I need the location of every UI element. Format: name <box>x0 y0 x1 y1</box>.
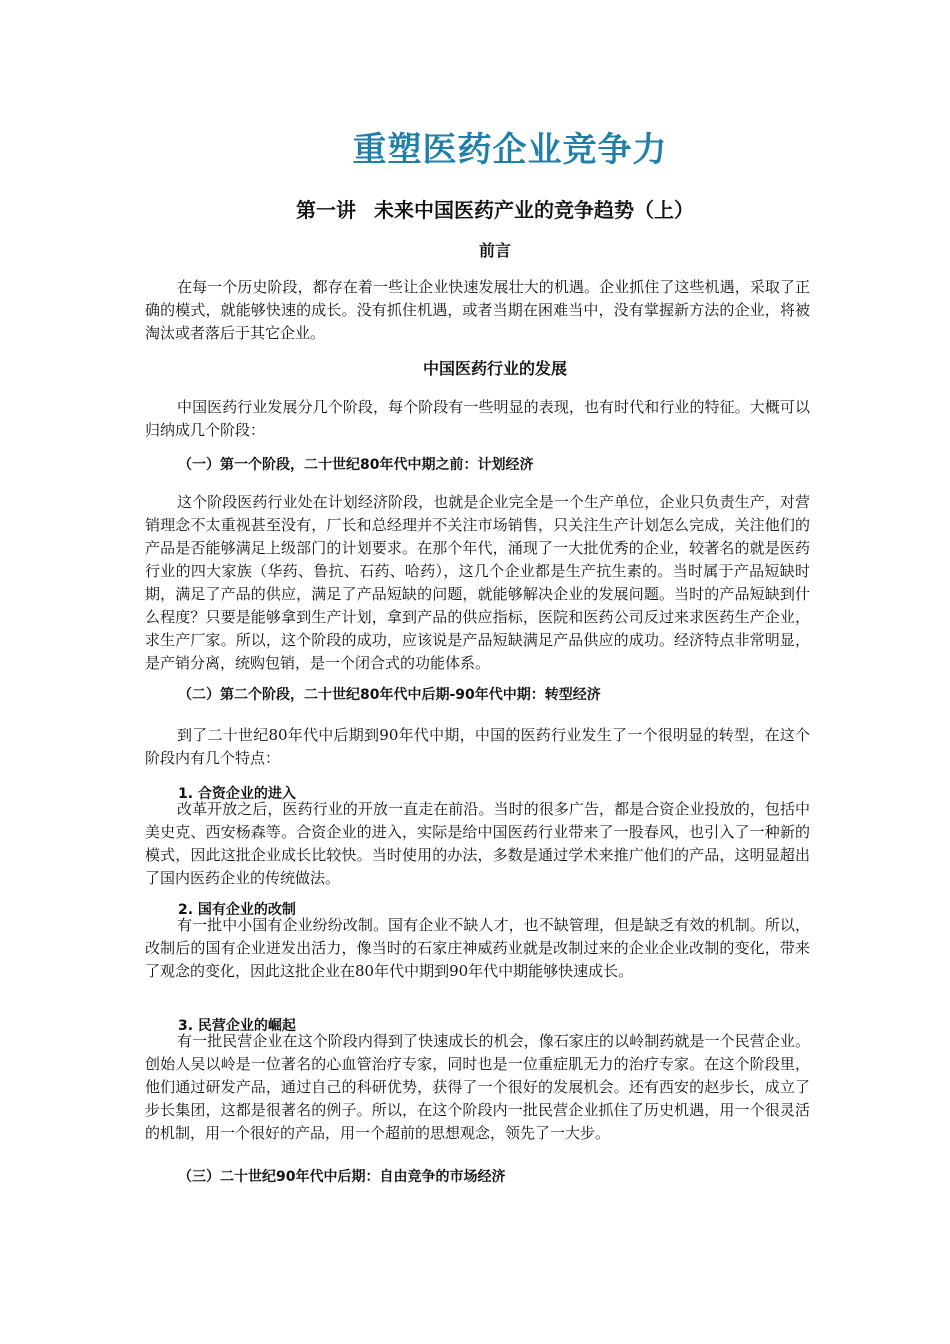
stage1-paragraph: 这个阶段医药行业处在计划经济阶段，也就是企业完全是一个生产单位，企业只负责生产，对营销理念不太重视甚至没有，厂长和总经理并不关注市场销售，只关注生产计划怎么完成，关注他们的产品是否能够满足上级部门的计划要求。在那个年代，涌现了一大批优秀的企业，较著名的就是医药行业的四大家族（华药、鲁抗、石药、哈药），这几个企业都是生产抗生素的。当时属于产品短缺时期，满足了产品的供应，满足了产品短缺的问题，就能够解决企业的发展问题。当时的产品短缺到什么程度？只要是能够拿到生产计划，拿到产品的供应指标，医院和医药公司反过来求医药生产企业，求生产厂家。所以，这个阶段的成功，应该说是产品短缺满足产品供应的成功。经济特点非常明显，是产销分离，统购包销，是一个闭合式的功能体系。 <box>145 493 810 672</box>
stage2-heading: （二）第二个阶段，二十世纪80年代中后期-90年代中期：转型经济 <box>178 687 601 703</box>
item1-heading: 1. 合资企业的进入 <box>178 786 296 802</box>
item1-paragraph: 改革开放之后，医药行业的开放一直走在前沿。当时的很多广告，都是合资企业投放的，包括中美史克、西安杨森等。合资企业的进入，实际是给中国医药行业带来了一股春风，也引入了一种新的模式，因此这批企业成长比较快。当时使用的办法，多数是通过学术来推广他们的产品，这明显超出了国内医药企业的传统做法。 <box>145 800 810 887</box>
item2-paragraph: 有一批中小国有企业纷纷改制。国有企业不缺人才，也不缺管理，但是缺乏有效的机制。所以，改制后的国有企业迸发出活力，像当时的石家庄神威药业就是改制过来的企业企业改制的变化，带来了观念的变化，因此这批企业在80年代中期到90年代中期能够快速成长。 <box>145 916 810 980</box>
item2-heading: 2. 国有企业的改制 <box>178 902 296 918</box>
stage3-heading: （三）二十世纪90年代中后期：自由竞争的市场经济 <box>178 1169 506 1185</box>
stage2-paragraph: 到了二十世纪80年代中后期到90年代中期，中国的医药行业发生了一个很明显的转型，在这个阶段内有几个特点： <box>145 726 810 767</box>
item3-paragraph: 有一批民营企业在这个阶段内得到了快速成长的机会，像石家庄的以岭制药就是一个民营企业。创始人吴以岭是一位著名的心血管治疗专家，同时也是一位重症肌无力的治疗专家。在这个阶段里，他们通过研发产品，通过自己的科研优势，获得了一个很好的发展机会。还有西安的赵步长，成立了步长集团，这都是很著名的例子。所以，在这个阶段内一批民营企业抓住了历史机遇，用一个很灵活的机制，用一个很好的产品，用一个超前的思想观念，领先了一大步。 <box>145 1032 810 1142</box>
document-title: 重塑医药企业竞争力 <box>352 130 668 170</box>
item3-heading: 3. 民营企业的崛起 <box>178 1018 296 1034</box>
development-intro-paragraph: 中国医药行业发展分几个阶段，每个阶段有一些明显的表现，也有时代和行业的特征。大概可以归纳成几个阶段： <box>145 398 810 439</box>
development-heading: 中国医药行业的发展 <box>422 359 567 378</box>
preface-heading: 前言 <box>478 241 511 260</box>
preface-paragraph: 在每一个历史阶段，都存在着一些让企业快速发展壮大的机遇。企业抓住了这些机遇，采取了正确的模式，就能够快速的成长。没有抓住机遇，或者当期在困难当中，没有掌握新方法的企业，将被淘汰或者落后于其它企业。 <box>145 278 810 342</box>
stage1-heading: （一）第一个阶段，二十世纪80年代中期之前：计划经济 <box>178 457 534 473</box>
lecture-topic: 未来中国医药产业的竞争趋势（上） <box>374 198 694 222</box>
lecture-heading <box>0 194 950 223</box>
lecture-number: 第一讲 <box>296 198 356 222</box>
